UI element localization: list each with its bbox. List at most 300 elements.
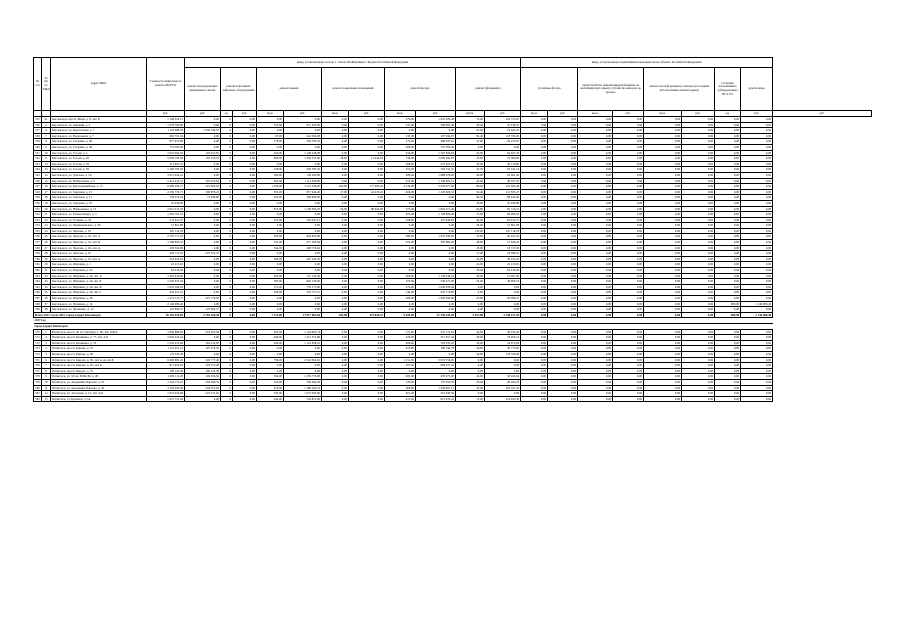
table-cell: 0,00	[741, 172, 773, 178]
table-cell: 0,00	[349, 290, 385, 296]
table-cell: 26,00	[456, 340, 485, 346]
table-cell: 1 151,00	[385, 357, 416, 363]
table-cell: 0,00	[233, 296, 257, 302]
table-cell: 64 927,43	[485, 150, 521, 156]
table-cell: 0,00	[349, 117, 385, 123]
table-cell: 0,00	[715, 379, 741, 385]
table-cell: 408,00	[385, 296, 416, 302]
table-cell: 531,00	[257, 240, 284, 246]
table-cell: 70 309,09	[485, 156, 521, 162]
address-cell: Кисловодск, ул. Шаумяна, д. 26, лит. А	[51, 273, 147, 279]
table-cell: 0,00	[644, 195, 682, 201]
table-cell: 399,00	[257, 256, 284, 262]
table-cell: 0,00	[578, 139, 613, 145]
table-cell: 0,00	[322, 363, 349, 369]
table-cell: 0	[221, 296, 233, 302]
table-cell: 7	[42, 133, 51, 139]
table-cell: 0,00	[682, 195, 715, 201]
table-cell: 0,00	[613, 245, 644, 251]
table-cell: 550	[35, 200, 40, 205]
table-cell: 0,00	[521, 379, 548, 385]
table-cell: 0,00	[644, 172, 682, 178]
table-cell: 0,00	[521, 273, 548, 279]
table-cell: 0,00	[349, 351, 385, 357]
table-cell: 0,00	[715, 396, 741, 402]
table-cell: 566	[35, 290, 40, 295]
table-cell: 0,00	[613, 128, 644, 134]
table-cell: 0,00	[257, 363, 284, 369]
table-cell: 0,00	[322, 262, 349, 268]
table-cell: 0	[221, 228, 233, 234]
table-cell: 0,00	[715, 329, 741, 335]
table-cell: 61 942,25	[485, 128, 521, 134]
table-cell: 0,00	[682, 223, 715, 229]
table-cell: 0,00	[741, 273, 773, 279]
table-cell: 0,00	[548, 206, 578, 212]
table-cell: 0,00	[682, 172, 715, 178]
table-cell: 0,00	[233, 234, 257, 240]
table-cell: 0,00	[322, 346, 349, 352]
table-cell: 26	[42, 240, 51, 246]
table-cell: 0,00	[233, 223, 257, 229]
table-cell: 5	[42, 351, 51, 357]
table-cell: 642,00	[257, 178, 284, 184]
table-cell: 0,00	[485, 284, 521, 290]
table-cell: 0,00	[284, 351, 322, 357]
table-cell: 2 414 431,12	[147, 178, 185, 184]
table-cell: 0,00	[233, 290, 257, 296]
table-cell: 2 609 484,07	[416, 156, 456, 162]
table-cell: 752 385,40	[147, 144, 185, 150]
table-cell: 0,00	[613, 133, 644, 139]
total-cell: 7 132,00	[257, 312, 284, 318]
table-cell: 0	[221, 212, 233, 218]
table-cell: 94 255,67	[485, 139, 521, 145]
table-cell: 0,00	[741, 167, 773, 173]
table-cell: 0	[221, 279, 233, 285]
table-cell: 72 838,82	[185, 195, 221, 201]
table-cell: 0,00	[715, 133, 741, 139]
table-cell: 0,00	[613, 379, 644, 385]
table-cell: 0,00	[185, 301, 221, 307]
table-cell: 0,00	[284, 144, 322, 150]
table-cell: 0,00	[284, 128, 322, 134]
unit-cell: кв.м.	[644, 111, 682, 117]
table-cell: 0,00	[185, 234, 221, 240]
table-cell: 0,00	[521, 139, 548, 145]
table-cell: 0,00	[644, 223, 682, 229]
table-cell: 2 923 094,03	[147, 150, 185, 156]
table-cell: 126,00	[385, 379, 416, 385]
table-cell: 1 148 896,00	[416, 212, 456, 218]
table-cell: 63 218,30	[485, 268, 521, 274]
table-cell: 0,00	[233, 385, 257, 391]
table-cell: 30 015,22	[485, 256, 521, 262]
table-cell: 0,00	[613, 363, 644, 369]
table-cell: 20,00	[456, 161, 485, 167]
unit-cell: руб.	[741, 111, 773, 117]
table-cell: 0,00	[682, 245, 715, 251]
table-cell: 0,00	[185, 139, 221, 145]
table-cell: 1 473 715,77	[147, 296, 185, 302]
table-cell: 0,00	[741, 335, 773, 341]
table-cell: 201 606,03	[185, 184, 221, 190]
table-cell: 116 945,30	[485, 396, 521, 402]
table-cell: 0,00	[644, 374, 682, 380]
table-cell: 480,00	[385, 172, 416, 178]
table-cell: 11 444,03	[349, 156, 385, 162]
address-cell: Кисловодск, ул. Гоголя, д. 39	[51, 167, 147, 173]
table-cell: 0,00	[284, 228, 322, 234]
table-cell: 0,00	[644, 234, 682, 240]
table-cell: 563	[35, 273, 40, 278]
total-cell: 2 782 926,44	[185, 312, 221, 318]
address-cell: Кисловодск, ул. Набережная, д. 9	[51, 178, 147, 184]
table-cell: 1 589 893,34	[147, 240, 185, 246]
table-cell: 0,00	[682, 256, 715, 262]
table-cell: 0,00	[349, 139, 385, 145]
table-cell: 0,00	[284, 161, 322, 167]
table-cell: 12	[42, 391, 51, 397]
table-cell: 0,00	[233, 161, 257, 167]
table-cell: 2	[42, 122, 51, 128]
table-cell: 73,00	[456, 212, 485, 218]
table-cell: 3 278 977,00	[416, 184, 456, 190]
table-cell: 0	[221, 184, 233, 190]
table-cell: 0,00	[233, 150, 257, 156]
table-cell: 0,00	[682, 184, 715, 190]
table-cell: 0,00	[385, 301, 416, 307]
table-cell: 0,00	[644, 290, 682, 296]
table-cell: 569	[35, 307, 40, 312]
table-cell: 0,00	[578, 335, 613, 341]
table-cell: 10	[42, 150, 51, 156]
table-cell: 0,00	[613, 167, 644, 173]
table-cell: 220,00	[385, 335, 416, 341]
table-cell: 0,00	[644, 251, 682, 257]
table-cell: 0,00	[233, 363, 257, 369]
table-cell: 0,00	[349, 234, 385, 240]
table-cell: 1 506,00	[257, 184, 284, 190]
table-cell: 88 644,90	[349, 206, 385, 212]
table-cell: 3 192 294,08	[147, 385, 185, 391]
table-cell: 2	[42, 335, 51, 341]
table-cell: 0,00	[233, 396, 257, 402]
table-cell: 0,00	[682, 273, 715, 279]
table-cell: 0,00	[349, 200, 385, 206]
table-cell: 0,00	[548, 335, 578, 341]
table-cell: 0,00	[715, 184, 741, 190]
table-cell: 560,00	[257, 172, 284, 178]
table-cell: 0,00	[233, 262, 257, 268]
table-cell: 455,00	[385, 212, 416, 218]
table-cell: 476,00	[257, 385, 284, 391]
table-cell: 0,00	[715, 363, 741, 369]
table-cell: 0,00	[548, 262, 578, 268]
table-cell: 0,00	[485, 301, 521, 307]
table-cell: 2 611 024,22	[147, 172, 185, 178]
table-cell: 0,00	[682, 363, 715, 369]
table-body	[34, 117, 872, 402]
table-cell: 31	[42, 268, 51, 274]
table-cell: 0,00	[485, 363, 521, 369]
table-cell: 0,00	[715, 385, 741, 391]
table-cell: 0,00	[548, 223, 578, 229]
total-cell: 2 146 080,40	[741, 312, 773, 318]
table-cell: 0,00	[257, 262, 284, 268]
table-cell: 0,00	[578, 161, 613, 167]
table-cell: 0,00	[682, 150, 715, 156]
table-cell: 0,00	[322, 212, 349, 218]
unit-cell: руб.	[284, 111, 322, 117]
table-cell: 0,00	[521, 279, 548, 285]
table-cell: 0,00	[185, 217, 221, 223]
table-cell: 0,00	[349, 195, 385, 201]
table-cell: 0,00	[284, 262, 322, 268]
table-cell: 668 437,45	[416, 363, 456, 369]
table-cell: 88,00	[456, 184, 485, 190]
table-cell: 177 995,44	[349, 184, 385, 190]
table-cell: 0	[221, 167, 233, 173]
table-cell: 0,00	[644, 117, 682, 123]
table-cell: 396,00	[257, 374, 284, 380]
table-cell: 0,00	[233, 122, 257, 128]
table-cell: 0	[221, 391, 233, 397]
table-cell: 0,00	[185, 161, 221, 167]
table-cell: 8	[42, 139, 51, 145]
table-cell: 48,00	[456, 240, 485, 246]
table-cell: 0,00	[613, 217, 644, 223]
table-cell: 370,00	[257, 122, 284, 128]
table-cell: 0,00	[741, 379, 773, 385]
table-cell: 11	[42, 385, 51, 391]
table-cell: 0,00	[715, 284, 741, 290]
table-cell: 548	[35, 189, 40, 194]
table-cell: 0	[221, 245, 233, 251]
table-cell: 0	[221, 122, 233, 128]
table-cell: 420,00	[257, 150, 284, 156]
table-cell: 0,00	[233, 368, 257, 374]
table-cell: 8	[42, 368, 51, 374]
table-cell: 0,00	[715, 178, 741, 184]
table-cell: 399 083,48	[416, 122, 456, 128]
table-cell: 553	[35, 217, 40, 222]
table-cell: 0	[221, 273, 233, 279]
table-cell: 0,00	[578, 391, 613, 397]
table-cell: 0	[221, 178, 233, 184]
table-cell: 0,00	[682, 351, 715, 357]
table-cell: 0,00	[521, 200, 548, 206]
table-cell: 0,00	[233, 329, 257, 335]
table-cell: 63 061,42	[485, 172, 521, 178]
table-cell: 0,00	[644, 122, 682, 128]
table-cell: 267,00	[385, 363, 416, 369]
table-cell: 0,00	[644, 245, 682, 251]
table-cell: 0,00	[322, 351, 349, 357]
address-cell: Кисловодск, ул. Гагарина, д. 40	[51, 139, 147, 145]
table-cell: 554	[35, 223, 40, 228]
table-cell: 0,00	[284, 363, 322, 369]
table-cell: 0,00	[233, 379, 257, 385]
table-cell: 40 176,60	[485, 161, 521, 167]
table-cell: 0,00	[349, 217, 385, 223]
total-cell: 0,00	[644, 312, 682, 318]
table-cell: 40,00	[456, 172, 485, 178]
address-cell: Кисловодск, ул. Пушкина, д. 14	[51, 301, 147, 307]
table-cell: 49 105,52	[485, 178, 521, 184]
table-cell: 33	[42, 279, 51, 285]
table-cell: 0,00	[682, 340, 715, 346]
table-cell: 0	[221, 223, 233, 229]
address-cell: Кисловодск, ул. Гоголя, д. 29	[51, 156, 147, 162]
table-cell: 0,00	[521, 133, 548, 139]
total-cell: 980,00	[715, 312, 741, 318]
table-cell: 980,00	[385, 234, 416, 240]
table-cell: 0,00	[322, 128, 349, 134]
table-cell: 0,00	[322, 357, 349, 363]
address-cell: Пятигорск, просп. Кирова, д. 65, лит. Б	[51, 363, 147, 369]
total-cell: 0,00	[521, 312, 548, 318]
table-cell: 0,00	[548, 279, 578, 285]
table-cell: 0,00	[548, 240, 578, 246]
table-cell: 0,00	[349, 150, 385, 156]
table-cell: 0,00	[578, 228, 613, 234]
address-cell: Кисловодск, ул. Заречная, д. 15	[51, 189, 147, 195]
table-cell: 0,00	[185, 172, 221, 178]
table-cell: 21	[42, 212, 51, 218]
table-cell: 0,00	[548, 212, 578, 218]
table-cell: 0,00	[715, 122, 741, 128]
table-cell: 0,00	[682, 396, 715, 402]
total-cell: 285,00	[322, 312, 349, 318]
table-cell: 0,00	[741, 363, 773, 369]
table-cell: 406,00	[385, 189, 416, 195]
table-cell: 0,00	[578, 379, 613, 385]
table-cell: 324 531,92	[185, 391, 221, 397]
table-cell: 0,00	[485, 307, 521, 313]
table-cell: 24,00	[456, 374, 485, 380]
address-cell: Кисловодск, ул. Ярошенко, д. 12	[51, 307, 147, 313]
table-cell: 204 075,63	[185, 385, 221, 391]
table-cell: 0	[221, 340, 233, 346]
table-cell: 1 856 888,94	[147, 329, 185, 335]
table-cell: 0,00	[682, 217, 715, 223]
table-cell: 0,00	[521, 335, 548, 341]
table-cell: 0,00	[284, 223, 322, 229]
table-cell: 0,00	[578, 144, 613, 150]
address-cell: Кисловодск, ул. Шаумяна, д. 26, лит. Г	[51, 290, 147, 296]
table-cell: 0,00	[682, 268, 715, 274]
table-cell: 30	[42, 262, 51, 268]
table-cell: 228,00	[257, 167, 284, 173]
table-cell: 0,00	[715, 212, 741, 218]
table-cell: 0,00	[521, 206, 548, 212]
unit-cell: ед.	[715, 111, 741, 117]
table-cell: 1 797 826,93	[416, 150, 456, 156]
table-cell: 372,00	[257, 284, 284, 290]
table-cell: 0,00	[521, 223, 548, 229]
table-cell: 0,00	[349, 240, 385, 246]
table-cell: 570	[35, 329, 40, 334]
table-cell: 28,00	[456, 379, 485, 385]
table-cell: 0	[221, 189, 233, 195]
table-cell: 1 118 688,78	[147, 128, 185, 134]
table-cell: 0,00	[349, 223, 385, 229]
header-meters: установка коллективных (общедомовых) ПУ и УУ	[715, 68, 741, 111]
table-cell: 0,00	[715, 139, 741, 145]
table-cell: 0,00	[322, 122, 349, 128]
table-cell: 712 156,46	[284, 273, 322, 279]
table-cell: 0,00	[715, 206, 741, 212]
table-cell: 1 144 845,74	[284, 329, 322, 335]
table-cell: 0,00	[741, 251, 773, 257]
address-cell: Кисловодск, ул. Шаумяна, д. 26, лит. Б	[51, 279, 147, 285]
address-cell: Пятигорск, просп. Кирова, д. 39, лит. А,А1,А2,Б	[51, 357, 147, 363]
table-cell: 133 359,38	[147, 351, 185, 357]
table-cell: 231,00	[385, 122, 416, 128]
table-cell: 0,00	[521, 385, 548, 391]
table-cell: 32	[42, 273, 51, 279]
table-cell: 0,00	[578, 284, 613, 290]
table-cell: 0,00	[349, 396, 385, 402]
table-cell: 400,00	[385, 273, 416, 279]
table-cell: 0,00	[613, 391, 644, 397]
table-cell: 36,00	[456, 273, 485, 279]
table-cell: 0,00	[715, 189, 741, 195]
table-cell: 0,00	[578, 223, 613, 229]
header-foundation: ремонт фундамента	[456, 68, 521, 111]
table-cell: 228,00	[385, 217, 416, 223]
table-cell: 0,00	[233, 245, 257, 251]
table-cell: 0,00	[521, 150, 548, 156]
table-cell: 0,00	[578, 307, 613, 313]
table-cell: 0,00	[456, 290, 485, 296]
table-cell: 118 700,29	[485, 133, 521, 139]
table-cell: 0,00	[644, 133, 682, 139]
table-cell: 18 727,95	[485, 245, 521, 251]
table-cell: 0,00	[521, 212, 548, 218]
table-cell: 0,00	[613, 150, 644, 156]
table-cell: 0,00	[578, 189, 613, 195]
address-cell: Пятигорск, просп. Калинина, д. 77, лит. А,Б	[51, 335, 147, 341]
table-cell: 0,00	[578, 128, 613, 134]
table-cell: 0,00	[521, 262, 548, 268]
table-cell: 0,00	[715, 251, 741, 257]
address-cell: Кисловодск, ул. Красноармейская, д. 15	[51, 184, 147, 190]
address-cell: Кисловодск, ул. Чкалова, д. 55, лит. А	[51, 256, 147, 262]
table-cell: 558	[35, 245, 40, 250]
table-cell: 0,00	[233, 167, 257, 173]
table-cell: 0,00	[548, 139, 578, 145]
table-cell: 1 974 456,08	[147, 391, 185, 397]
address-cell: Кисловодск, ул. Чкалова, д. 19, лит. Н	[51, 240, 147, 246]
table-cell: 0,00	[284, 301, 322, 307]
table-cell: 0,00	[322, 234, 349, 240]
table-cell: 130,00	[456, 228, 485, 234]
table-cell: 0,00	[349, 161, 385, 167]
table-cell: 0,00	[284, 307, 322, 313]
table-cell: 567	[35, 296, 40, 300]
address-cell: Кисловодск, ул. Р.Люксембург, д. 3	[51, 212, 147, 218]
table-cell: 9	[42, 144, 51, 150]
table-cell: 19	[42, 200, 51, 206]
unit-cell: руб.	[349, 111, 385, 117]
table-cell: 1 004 245,44	[147, 335, 185, 341]
table-cell: 0,00	[385, 223, 416, 229]
table-cell: 0,00	[741, 351, 773, 357]
table-cell: 0	[221, 217, 233, 223]
table-cell: 57 626,43	[485, 240, 521, 246]
